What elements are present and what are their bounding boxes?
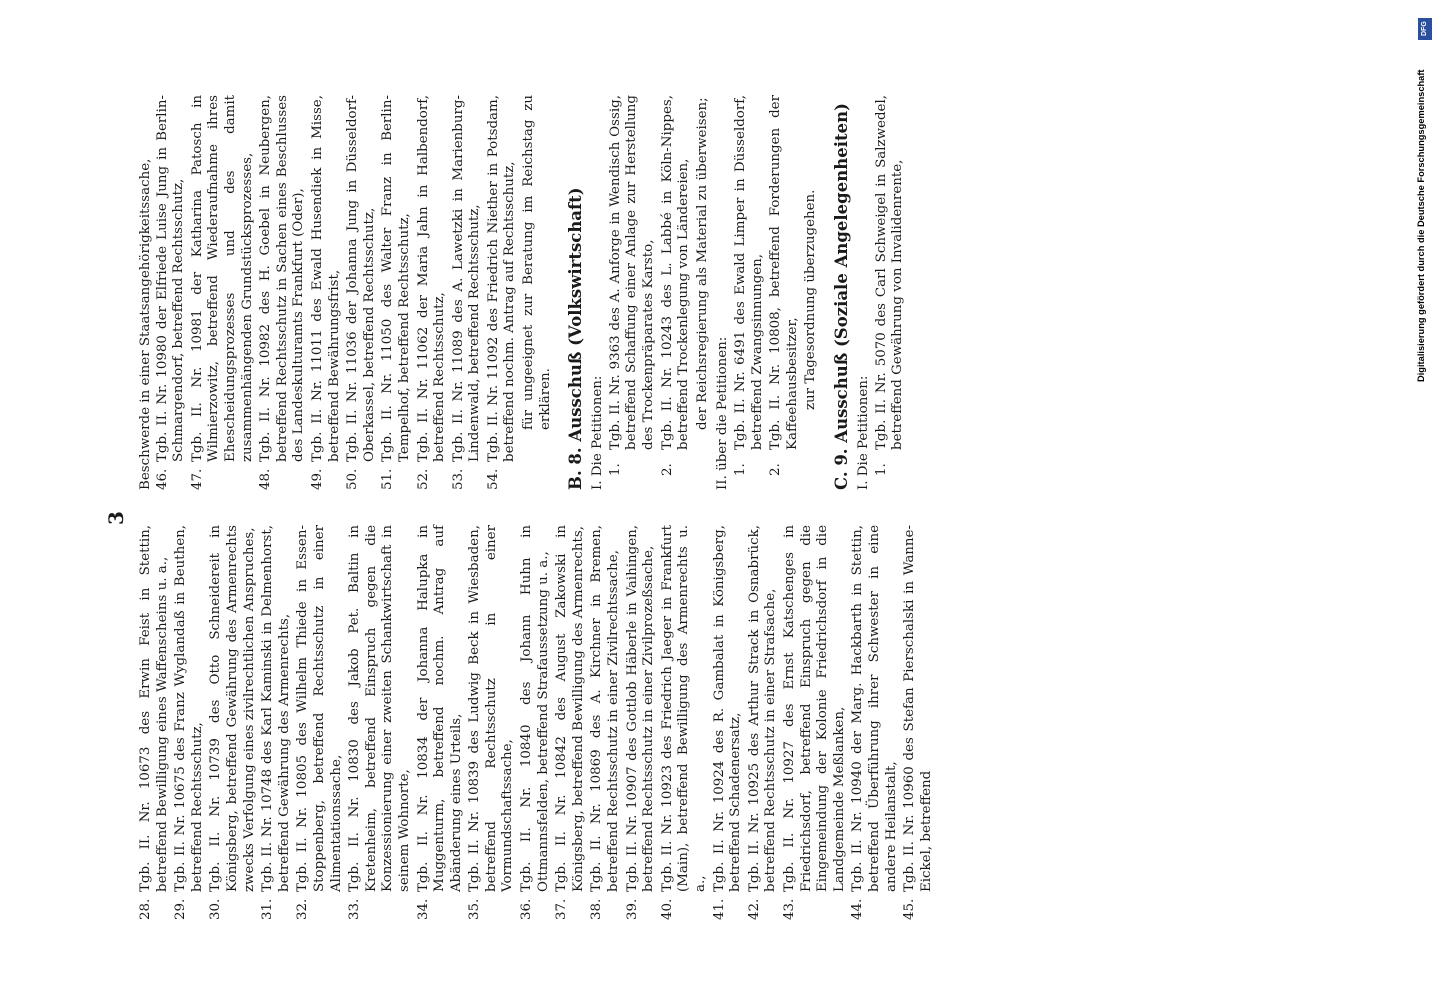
entry-number: 32. bbox=[295, 898, 311, 920]
petition-entry bbox=[608, 95, 658, 490]
right-column bbox=[138, 95, 909, 490]
entry-text: Tgb. II. Nr. 10940 der Marg. Hackbarth in Stettin, betreffend Überführung ihrer Schwester in eine andere Heilanstalt, bbox=[850, 525, 899, 892]
petition-entry bbox=[310, 95, 343, 490]
entry-number: 36. bbox=[519, 898, 535, 920]
petition-entry bbox=[768, 95, 801, 490]
petition-entry bbox=[190, 95, 256, 490]
petition-entry bbox=[345, 95, 378, 490]
entry-number: 46. bbox=[154, 468, 170, 490]
entry-number: 33. bbox=[347, 898, 363, 920]
petition-entry bbox=[625, 525, 658, 920]
section-c-intro: I. Die Petitionen: bbox=[855, 375, 871, 490]
entry-text: Tgb. II. Nr. 6491 des Ewald Limper in Düsseldorf, betreffend Zwangsinnungen, bbox=[733, 95, 765, 450]
section-b-list-2 bbox=[733, 95, 801, 490]
petition-entry bbox=[554, 525, 587, 920]
entry-number: 1. bbox=[873, 463, 889, 476]
entry-number: 1. bbox=[733, 463, 748, 476]
entry-text: Tgb. II. Nr. 10673 des Erwin Feist in Stettin, betreffend Bewilligung eines Waffenscheins u. a., bbox=[138, 525, 170, 892]
section-c-heading: C. 9. Ausschuß (Soziale Angelegenheiten) bbox=[831, 103, 851, 490]
entry-number: 39. bbox=[624, 898, 640, 920]
entry-number: 35. bbox=[467, 898, 483, 920]
entry-number: 2. bbox=[659, 463, 675, 476]
petition-entry bbox=[208, 525, 258, 920]
entry-text: Tgb. II. Nr. 11089 des A. Lawetzki in Marienburg-Lindenwald, betreffend Rechtsschutz, bbox=[450, 95, 483, 462]
entry-number: 37. bbox=[554, 898, 570, 920]
entry-text: Tgb. II. Nr. 10924 des R. Gambalat in Königsberg, betreffend Schadenersatz, bbox=[711, 525, 744, 892]
entry-text: Tgb. II. Nr. 10808, betreffend Forderungen der Kaffeehausbesitzer, bbox=[768, 95, 800, 450]
petition-entry bbox=[874, 95, 907, 490]
entry-number: 54. bbox=[485, 468, 501, 490]
entry-number: 47. bbox=[189, 468, 205, 490]
entry-text: Tgb. II. Nr. 10739 des Otto Schneidereit in Königsberg, betreffend Gewährung des Armenrechts zwecks Verfolgung eines zivilrechtlichen Anspruches, bbox=[208, 525, 257, 892]
credit-text: Digitalisierung gefördert durch die Deutsche Forschungsgemeinschaft bbox=[1416, 69, 1426, 382]
entry-number: 48. bbox=[258, 468, 274, 490]
entry-number: 52. bbox=[415, 468, 431, 490]
entry-text: Tgb. II. Nr. 9363 des A. Anforge in Wendisch Ossig, betreffend Schaffung einer Anlage zur Herstellung des Trockenpräparates Karsto, bbox=[607, 95, 657, 450]
entry-number: 34. bbox=[415, 898, 431, 920]
entry-number: 29. bbox=[173, 898, 189, 920]
entry-number: 44. bbox=[850, 898, 866, 920]
entry-text: Tgb. II. Nr. 11092 des Friedrich Niether in Potsdam, betreffend nochm. Antrag auf Rechtsschutz, bbox=[485, 95, 518, 462]
section-c-list bbox=[874, 95, 907, 490]
entry-number: 30. bbox=[208, 898, 224, 920]
petition-entry bbox=[902, 525, 935, 920]
entry-text: Tgb. II. Nr. 11050 des Walter Franz in Berlin-Tempelhof, betreffend Rechtsschutz, bbox=[380, 95, 412, 462]
petition-entry bbox=[260, 525, 293, 920]
entry-text: Tgb. II. Nr. 10907 des Gottlob Häberle in Vaihingen, betreffend Rechtsschutz in einer Zivilprozeßsache, bbox=[624, 525, 657, 892]
entry-text: Tgb. II. Nr. 10839 des Ludwig Beck in Wiesbaden, betreffend Rechtsschutz in einer Vormundschaftssache, bbox=[467, 525, 516, 892]
entry-text: Tgb. II. Nr. 10923 des Friedrich Jaeger in Frankfurt (Main), betreffend Bewilligung des Armenrechts u. a., bbox=[659, 525, 708, 892]
right-column-list bbox=[155, 95, 519, 490]
entry-number: 42. bbox=[746, 898, 762, 920]
entry-number: 28. bbox=[138, 898, 153, 920]
petition-entry bbox=[747, 525, 780, 920]
petition-entry bbox=[733, 95, 766, 490]
entry-text: Tgb. II. Nr. 10925 des Arthur Strack in Osnabrück, betreffend Rechtsschutz in einer Strafsache, bbox=[746, 525, 779, 892]
petition-entry bbox=[589, 525, 622, 920]
entry-text: Tgb. II. Nr. 10960 des Stefan Pierschalski in Wanne-Eickel, betreffend bbox=[902, 525, 934, 892]
entry-text: Tgb. II. Nr. 10982 des H. Goebel in Neubergen, betreffend Rechtsschutz in Sachen eines Beschlusses des Landeskulturamts Frankfurt (Oder), bbox=[258, 95, 307, 462]
entry-number: 43. bbox=[781, 898, 797, 920]
entry-number: 40. bbox=[659, 898, 675, 920]
entry-text: Tgb. II. Nr. 11036 der Johanna Jung in Düsseldorf-Oberkassel, betreffend Rechtsschutz, bbox=[345, 95, 377, 462]
petition-entry bbox=[416, 95, 449, 490]
petition-entry bbox=[138, 525, 171, 920]
section-b-list bbox=[608, 95, 693, 490]
entry-text: Tgb. II. Nr. 10981 der Katharina Patosch in Wilmierzowitz, betreffend Wiederaufnahme ihres Ehescheidungsprozesses und des damit zusammenhängenden Grundstücksprozesses, bbox=[189, 95, 255, 462]
entry-text: Tgb. II. Nr. 10243 des L. Labbé in Köln-Nippes, betreffend Trockenlegung von Ländereien, bbox=[659, 95, 692, 450]
entry-number: 50. bbox=[345, 468, 361, 490]
petition-entry bbox=[155, 95, 188, 490]
petition-entry bbox=[519, 525, 552, 920]
petition-entry bbox=[782, 525, 848, 920]
entry-text: Tgb. II. Nr. 10805 des Wilhelm Thiede in Essen-Stoppenberg, betreffend Rechtsschutz in einer Alimentationssache, bbox=[295, 525, 344, 892]
petition-entry bbox=[173, 525, 206, 920]
petition-entry bbox=[380, 95, 413, 490]
entry-text: Tgb. II. Nr. 10840 des Johann Huhn in Ottmannsfelden, betreffend Strafaussetzung u. a., bbox=[519, 525, 551, 892]
entry-text: Tgb. II. Nr. 10675 des Franz Wyglandaß in Beuthen, betreffend Rechtsschutz, bbox=[173, 525, 205, 892]
col2-resolution: für ungeeignet zur Beratung im Reichstag zu erklären. bbox=[521, 95, 553, 430]
page-number: 3 bbox=[104, 511, 128, 525]
petition-entry bbox=[295, 525, 345, 920]
section-b-resolution-1: der Reichsregierung als Material zu überweisen; bbox=[694, 97, 710, 430]
petition-entry bbox=[416, 525, 466, 920]
entry-number: 38. bbox=[589, 898, 605, 920]
section-b-resolution-2: zur Tagesordnung überzugehen. bbox=[803, 189, 819, 410]
entry-number: 45. bbox=[902, 898, 918, 920]
continued-text: Beschwerde in einer Staatsangehörigkeitssache, bbox=[138, 158, 153, 490]
petition-entry bbox=[486, 95, 519, 490]
petition-entry bbox=[712, 525, 745, 920]
entry-text: Tgb. II. Nr. 10748 des Karl Kaminski in Delmenhorst, betreffend Gewährung des Armenrechts, bbox=[260, 525, 292, 892]
section-b-intro: I. Die Petitionen: bbox=[590, 375, 606, 490]
entry-number: 49. bbox=[309, 468, 325, 490]
petition-entry bbox=[660, 525, 710, 920]
petition-entry bbox=[347, 525, 413, 920]
petition-entry bbox=[467, 525, 517, 920]
entry-text: Tgb. II. Nr. 10980 der Elfriede Luise Jung in Berlin-Schmargendorf, betreffend Rechtsschutz, bbox=[154, 95, 187, 462]
petition-entry bbox=[660, 95, 693, 490]
entry-number: 1. bbox=[607, 463, 623, 476]
digitization-credit bbox=[1416, 10, 1434, 990]
rotated-text-region bbox=[104, 90, 1314, 930]
entry-text: Tgb. II. Nr. 10842 des August Zakowski in Königsberg, betreffend Bewilligung des Armenrechts, bbox=[554, 525, 586, 892]
entry-text: Tgb. II. Nr. 10927 des Ernst Katschenges in Friedrichsdorf, betreffend Einspruch gegen die Eingemeindung der Kolonie Friedrichsdorf in die Landgemeinde Meßlanken, bbox=[781, 525, 847, 892]
petition-entry bbox=[258, 95, 308, 490]
left-column bbox=[138, 525, 937, 920]
petition-entry bbox=[451, 95, 484, 490]
dfg-logo: DFG bbox=[1418, 18, 1432, 40]
section-b-heading: B. 8. Ausschuß (Volkswirtschaft) bbox=[566, 187, 586, 490]
petition-entry bbox=[850, 525, 900, 920]
entry-text: Tgb. II. Nr. 10869 des A. Kirchner in Bremen, betreffend Rechtsschutz in einer Zivilrechtssache, bbox=[589, 525, 622, 892]
entry-text: Tgb. II. Nr. 11062 der Maria Jahn in Halbendorf, betreffend Rechtsschutz, bbox=[415, 95, 448, 462]
entry-number: 41. bbox=[711, 898, 727, 920]
entry-number: 51. bbox=[380, 468, 396, 490]
entry-text: Tgb. II. Nr. 5070 des Carl Schweigel in Salzwedel, betreffend Gewährung von Invalidenrente, bbox=[873, 95, 906, 450]
section-b-intro-2: II. über die Petitionen: bbox=[715, 336, 731, 490]
entry-number: 31. bbox=[260, 898, 276, 920]
entry-number: 53. bbox=[450, 468, 466, 490]
entry-text: Tgb. II. Nr. 11011 des Ewald Husendiek in Misse, betreffend Bewährungsfrist, bbox=[309, 95, 342, 462]
entry-text: Tgb. II. Nr. 10830 des Jakob Pet. Baltin in Kretenheim, betreffend Einspruch gegen die Konzessionierung einer zweiten Schankwirtschaft in seinem Wohnorte, bbox=[347, 525, 412, 892]
entry-number: 2. bbox=[768, 463, 784, 476]
entry-text: Tgb. II. Nr. 10834 der Johanna Halupka in Muggenturm, betreffend nochm. Antrag auf Abänderung eines Urteils, bbox=[415, 525, 464, 892]
